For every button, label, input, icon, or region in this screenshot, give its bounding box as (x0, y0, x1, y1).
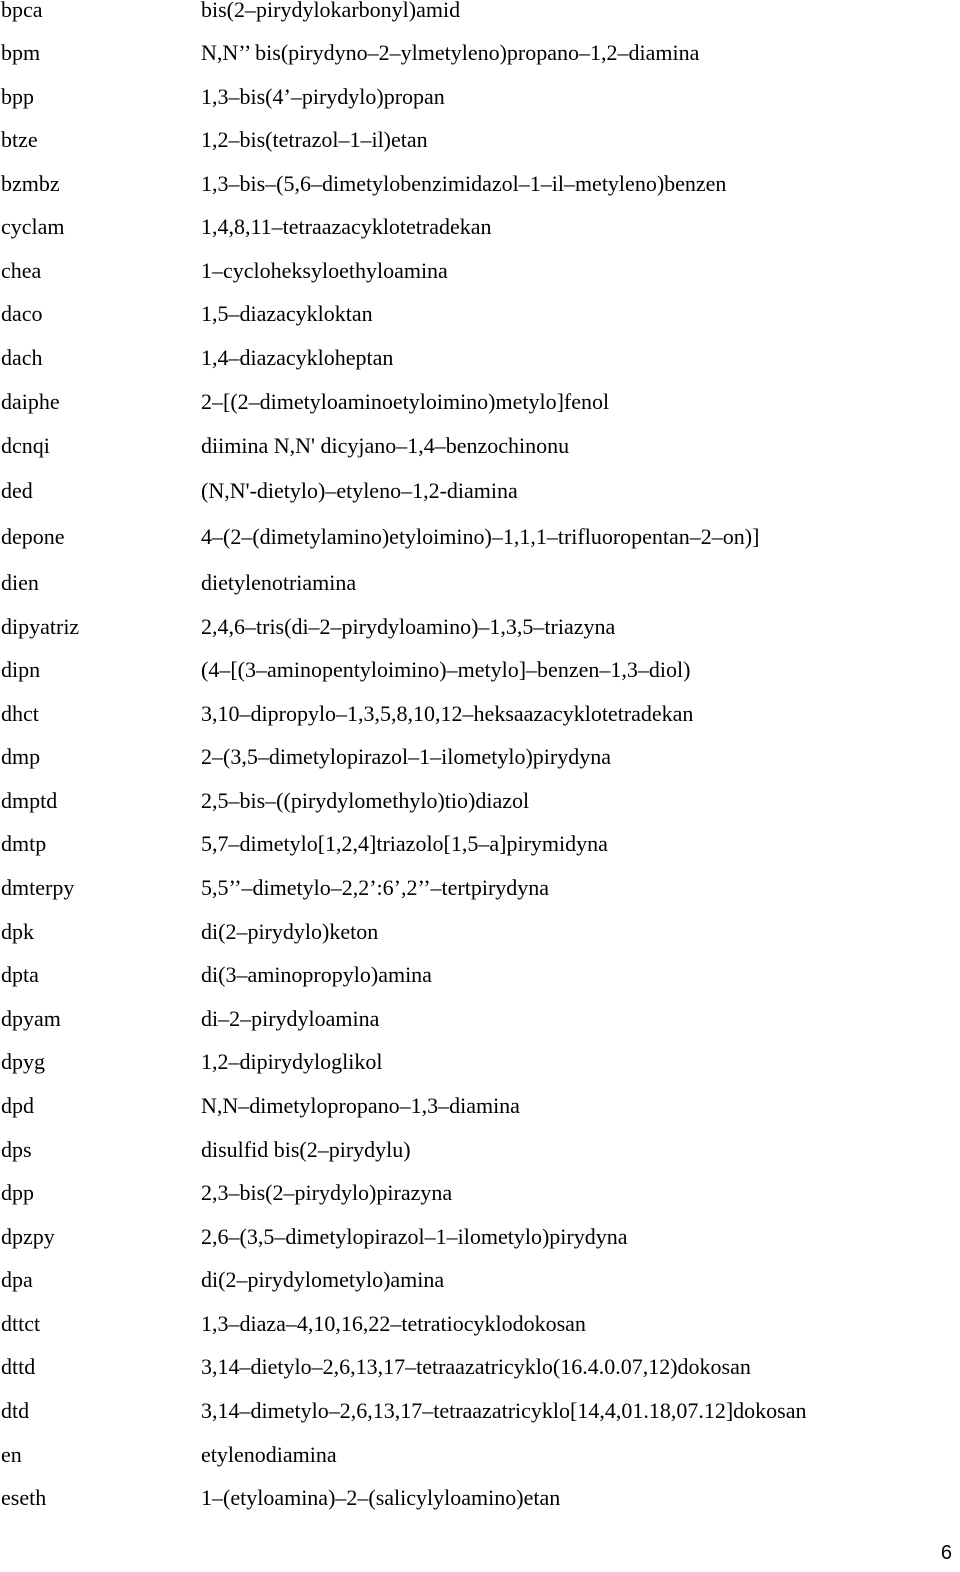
abbreviation-expansion: 1–cycloheksyloethyloamina (201, 258, 448, 283)
abbreviation-expansion: 2–(3,5–dimetylopirazol–1–ilometylo)pirydyna (201, 744, 611, 769)
abbreviation-expansion: disulfid bis(2–pirydylu) (201, 1137, 411, 1162)
list-item (0, 1221, 960, 1253)
abbreviation: dps (1, 1137, 32, 1162)
abbreviation-expansion: 1,4,8,11–tetraazacyklotetradekan (201, 214, 492, 239)
abbreviation-expansion: (4–[(3–aminopentyloimino)–metylo]–benzen–1,3–diol) (201, 657, 691, 682)
abbreviation-expansion: 1,2–bis(tetrazol–1–il)etan (201, 127, 428, 152)
list-item (0, 255, 960, 287)
abbreviation-expansion: 3,14–dietylo–2,6,13,17–tetraazatricyklo(16.4.0.07,12)dokosan (201, 1354, 751, 1379)
abbreviation-expansion: 2,3–bis(2–pirydylo)pirazyna (201, 1180, 453, 1205)
list-item (0, 698, 960, 730)
abbreviation: en (1, 1442, 22, 1467)
abbreviation: daco (1, 301, 43, 326)
abbreviation: eseth (1, 1485, 47, 1510)
list-item (0, 1351, 960, 1383)
abbreviation-expansion: (N,N'-dietylo)–etyleno–1,2-diamina (201, 478, 518, 503)
list-item (0, 1046, 960, 1078)
abbreviation: dmp (1, 744, 41, 769)
abbreviation: dien (1, 570, 39, 595)
abbreviation-expansion: 3,10–dipropylo–1,3,5,8,10,12–heksaazacyklotetradekan (201, 701, 694, 726)
abbreviation: dipn (1, 657, 41, 682)
abbreviation: dpp (1, 1180, 34, 1205)
abbreviation: dpd (1, 1093, 34, 1118)
list-item (0, 124, 960, 156)
list-item (0, 475, 960, 507)
abbreviation: dttct (1, 1311, 41, 1336)
abbreviation-expansion: 1,3–diaza–4,10,16,22–tetratiocyklodokosan (201, 1311, 586, 1336)
abbreviation: dach (1, 345, 43, 370)
abbreviation: dmptd (1, 788, 58, 813)
abbreviation-expansion: 1,3–bis–(5,6–dimetylobenzimidazol–1–il–metyleno)benzen (201, 171, 727, 196)
list-item (0, 567, 960, 599)
abbreviation-expansion: 2–[(2–dimetyloaminoetyloimino)metylo]fenol (201, 389, 610, 414)
list-item (0, 654, 960, 686)
list-item (0, 741, 960, 773)
abbreviation: dtd (1, 1398, 30, 1423)
list-item (0, 37, 960, 69)
abbreviation-expansion: 2,6–(3,5–dimetylopirazol–1–ilometylo)pirydyna (201, 1224, 628, 1249)
abbreviation: dpzpy (1, 1224, 55, 1249)
list-item (0, 872, 960, 904)
abbreviation-expansion: 2,5–bis–((pirydylomethylo)tio)diazol (201, 788, 530, 813)
list-item (0, 1264, 960, 1296)
abbreviation: dcnqi (1, 433, 50, 458)
abbreviation-expansion: 2,4,6–tris(di–2–pirydyloamino)–1,3,5–triazyna (201, 614, 616, 639)
list-item (0, 916, 960, 948)
abbreviation: bpp (1, 84, 34, 109)
abbreviation: dpyam (1, 1006, 61, 1031)
abbreviation: dmterpy (1, 875, 75, 900)
abbreviation-expansion: diimina N,N' dicyjano–1,4–benzochinonu (201, 433, 570, 458)
abbreviation-expansion: di(2–pirydylometylo)amina (201, 1267, 445, 1292)
abbreviation-expansion: 1,4–diazacykloheptan (201, 345, 394, 370)
abbreviation-expansion: N,N–dimetylopropano–1,3–diamina (201, 1093, 520, 1118)
abbreviation-expansion: di(2–pirydylo)keton (201, 919, 379, 944)
abbreviation-expansion: 1–(etyloamina)–2–(salicylyloamino)etan (201, 1485, 561, 1510)
list-item (0, 81, 960, 113)
abbreviation: ded (1, 478, 33, 503)
list-item (0, 1090, 960, 1122)
list-item (0, 0, 960, 26)
abbreviation-expansion: di(3–aminopropylo)amina (201, 962, 432, 987)
abbreviation: chea (1, 258, 42, 283)
abbreviation: bzmbz (1, 171, 60, 196)
abbreviation: btze (1, 127, 38, 152)
abbreviation-expansion: 1,3–bis(4’–pirydylo)propan (201, 84, 445, 109)
abbreviation: dmtp (1, 831, 47, 856)
list-item (0, 1134, 960, 1166)
list-item (0, 1482, 960, 1514)
abbreviation: dpta (1, 962, 39, 987)
list-item (0, 1439, 960, 1471)
abbreviation: dttd (1, 1354, 36, 1379)
abbreviation: dipyatriz (1, 614, 80, 639)
list-item (0, 168, 960, 200)
page-number: 6 (940, 1542, 952, 1564)
list-item (0, 1395, 960, 1427)
abbreviation-expansion: 4–(2–(dimetylamino)etyloimino)–1,1,1–trifluoropentan–2–on)] (201, 524, 760, 549)
abbreviation: dhct (1, 701, 39, 726)
list-item (0, 1003, 960, 1035)
abbreviation: daiphe (1, 389, 60, 414)
abbreviation: dpyg (1, 1049, 45, 1074)
abbreviation: depone (1, 524, 65, 549)
abbreviation: bpm (1, 40, 41, 65)
abbreviation-expansion: 5,7–dimetylo[1,2,4]triazolo[1,5–a]pirymidyna (201, 831, 608, 856)
list-item (0, 430, 960, 462)
abbreviation-expansion: di–2–pirydyloamina (201, 1006, 380, 1031)
abbreviation-expansion: bis(2–pirydylokarbonyl)amid (201, 0, 461, 22)
abbreviation: bpca (1, 0, 43, 22)
list-item (0, 211, 960, 243)
list-item (0, 611, 960, 643)
abbreviation: dpk (1, 919, 34, 944)
list-item (0, 959, 960, 991)
list-item (0, 1177, 960, 1209)
abbreviation-expansion: etylenodiamina (201, 1442, 337, 1467)
list-item (0, 828, 960, 860)
abbreviation-expansion: 1,5–diazacykloktan (201, 301, 373, 326)
abbreviation: cyclam (1, 214, 65, 239)
list-item (0, 521, 960, 553)
abbreviation-expansion: N,N’’ bis(pirydyno–2–ylmetyleno)propano–1,2–diamina (201, 40, 700, 65)
list-item (0, 386, 960, 418)
list-item (0, 298, 960, 330)
list-item (0, 1308, 960, 1340)
abbreviation-expansion: 1,2–dipirydyloglikol (201, 1049, 383, 1074)
list-item (0, 785, 960, 817)
abbreviation-expansion: dietylenotriamina (201, 570, 357, 595)
list-item (0, 342, 960, 374)
abbreviation-expansion: 3,14–dimetylo–2,6,13,17–tetraazatricyklo[14,4,01.18,07.12]dokosan (201, 1398, 807, 1423)
abbreviation: dpa (1, 1267, 33, 1292)
abbreviation-expansion: 5,5’’–dimetylo–2,2’:6’,2’’–tertpirydyna (201, 875, 550, 900)
